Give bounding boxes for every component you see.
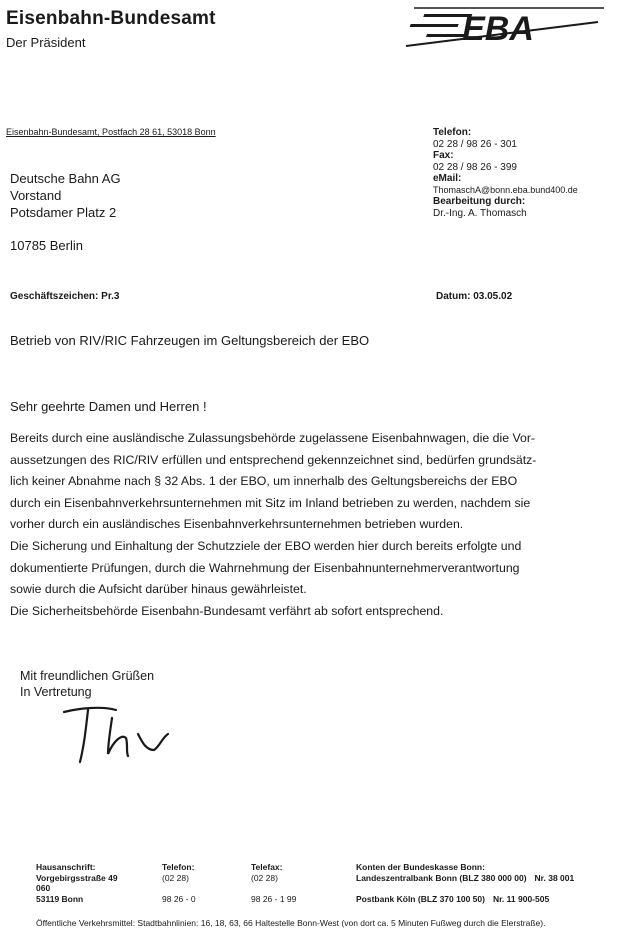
footer-phone-number: 98 26 - 0: [162, 893, 196, 904]
sender-address-line: Eisenbahn-Bundesamt, Postfach 28 61, 53018 Bonn: [6, 127, 216, 137]
handler-label: Bearbeitung durch:: [433, 196, 526, 207]
letter-subject: Betrieb von RIV/RIC Fahrzeugen im Geltungsbereich der EBO: [10, 333, 370, 348]
bank-name: Landeszentralbank Bonn (BLZ 380 000 00): [356, 872, 527, 883]
recipient-line: Potsdamer Platz 2: [10, 205, 117, 220]
footer-address-extra: 060: [36, 883, 51, 893]
organization-name: Eisenbahn-Bundesamt: [6, 8, 216, 29]
body-line: sowie durch die Aufsicht darüber hinaus gewährleistet.: [10, 582, 307, 597]
footer-bank-label: Konten der Bundeskasse Bonn:: [356, 862, 485, 872]
footer-transit-info: Öffentliche Verkehrsmittel: Stadtbahnlinien: 16, 18, 63, 66 Haltestelle Bonn-West (von dort ca. 5 Minuten Fußweg durch die Elerstraße).: [36, 918, 546, 928]
handwritten-signature: [50, 700, 180, 770]
reference-number: Geschäftszeichen: Pr.3: [10, 291, 120, 302]
body-line: dokumentierte Prüfungen, durch die Wahrnehmung der Eisenbahnunternehmerverantwortung: [10, 560, 520, 575]
eba-logo: [398, 4, 608, 50]
fax-label: Fax:: [433, 150, 454, 161]
phone-label: Telefon:: [433, 127, 472, 138]
footer-fax: [251, 862, 296, 904]
footer-address-city: 53119 Bonn: [36, 893, 84, 904]
bank-name: Postbank Köln (BLZ 370 100 50): [356, 893, 485, 904]
letter-date: Datum: 03.05.02: [436, 291, 513, 302]
footer-address-label: Hausanschrift:: [36, 862, 96, 872]
contact-block: [433, 127, 578, 219]
organization-role: Der Präsident: [6, 35, 86, 50]
footer-fax-label: Telefax:: [251, 862, 283, 872]
bank-account: Nr. 11 900-505: [492, 893, 550, 904]
footer-bank-accounts: [356, 862, 574, 904]
body-line: vorher durch ein ausländisches Eisenbahnverkehrsunternehmen betrieben wurden.: [10, 517, 464, 532]
footer-fax-number: 98 26 - 1 99: [251, 893, 297, 904]
recipient-city: 10785 Berlin: [10, 238, 83, 253]
body-line: aussetzungen des RIC/RIV erfüllen und entsprechend gekennzeichnet sind, bedürfen grundsätz-: [10, 452, 537, 467]
recipient-line: Vorstand: [10, 188, 62, 203]
email-label: eMail:: [433, 173, 462, 184]
body-line: Die Sicherung und Einhaltung der Schutzziele der EBO werden hier durch bereits erfolgte und: [10, 538, 522, 553]
body-line: durch ein Eisenbahnverkehrsunternehmen mit Sitz im Inland betrieben zu werden, nachdem sie: [10, 495, 531, 510]
footer-address-street: Vorgebirgsstraße 49: [36, 872, 118, 883]
footer-phone-area: (02 28): [162, 872, 189, 883]
salutation: Sehr geehrte Damen und Herren !: [10, 399, 207, 414]
footer-fax-area: (02 28): [251, 872, 278, 883]
body-line: lich keiner Abnahme nach § 32 Abs. 1 der EBO, um innerhalb des Geltungsbereichs der EBO: [10, 474, 518, 489]
closing-line: Mit freundlichen Grüßen: [20, 669, 155, 683]
handler-value: Dr.-Ing. A. Thomasch: [433, 207, 527, 219]
footer-phone: [162, 862, 196, 904]
closing-line: In Vertretung: [20, 685, 92, 699]
bank-account: Nr. 38 001: [534, 872, 575, 883]
recipient-line: Deutsche Bahn AG: [10, 171, 121, 186]
email-value: ThomaschA@bonn.eba.bund400.de: [433, 184, 578, 195]
footer-phone-label: Telefon:: [162, 862, 195, 872]
body-line: Bereits durch eine ausländische Zulassungsbehörde zugelassene Eisenbahnwagen, die die Vor-: [10, 431, 536, 445]
recipient-address: [10, 170, 121, 254]
fax-value: 02 28 / 98 26 - 399: [433, 161, 517, 173]
logo-lettering: EBA: [462, 10, 534, 48]
body-line: Die Sicherheitsbehörde Eisenbahn-Bundesamt verfährt ab sofort entsprechend.: [10, 603, 444, 618]
closing: [20, 668, 154, 700]
footer-address: [36, 862, 118, 904]
phone-value: 02 28 / 98 26 - 301: [433, 138, 517, 150]
letter-body: [10, 428, 630, 622]
